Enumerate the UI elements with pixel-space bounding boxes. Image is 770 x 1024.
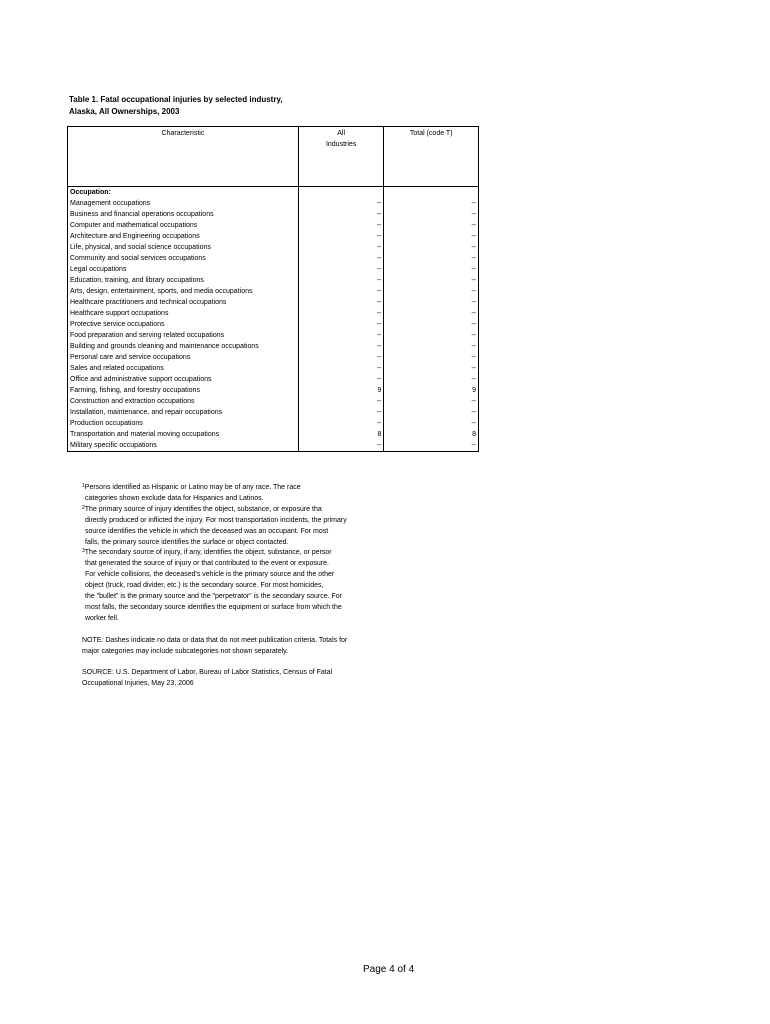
row-label: Education, training, and library occupations bbox=[68, 275, 299, 286]
row-label: Personal care and service occupations bbox=[68, 352, 299, 363]
row-label: Building and grounds cleaning and maintenance occupations bbox=[68, 341, 299, 352]
row-label: Legal occupations bbox=[68, 264, 299, 275]
footnotes bbox=[82, 483, 402, 690]
row-all-industries: -- bbox=[298, 253, 384, 264]
row-total: -- bbox=[384, 209, 479, 220]
title-line-2: Alaska, All Ownerships, 2003 bbox=[69, 107, 180, 116]
row-all-industries: -- bbox=[298, 308, 384, 319]
row-all-industries: -- bbox=[298, 209, 384, 220]
row-total: -- bbox=[384, 297, 479, 308]
row-all-industries: -- bbox=[298, 330, 384, 341]
row-total: -- bbox=[384, 242, 479, 253]
title-line-1: Table 1. Fatal occupational injuries by selected industry, bbox=[69, 95, 283, 104]
row-total: -- bbox=[384, 253, 479, 264]
row-label: Military specific occupations bbox=[68, 440, 299, 452]
footnote-3: $^3$The secondary source of injury, if any, identifies the object, substance, or persor that generated the source of injury or that contributed to the event or exposure. For vehicle collisions, the deceased's vehicle is the primary source and the other object (truck, road divider, etc.) is the secondary source. For most homicides, the "bullet" is the primary source and the "perpetrator" is the secondary source. For most falls, the secondary source identifies the equipment or surface from which the worker fell. bbox=[82, 548, 343, 622]
row-all-industries: -- bbox=[298, 352, 384, 363]
row-total: -- bbox=[384, 396, 479, 407]
row-all-industries: -- bbox=[298, 297, 384, 308]
row-total: -- bbox=[384, 220, 479, 231]
header-row bbox=[68, 127, 479, 187]
table-row bbox=[68, 286, 479, 297]
row-label: Arts, design, entertainment, sports, and media occupations bbox=[68, 286, 299, 297]
row-label: Transportation and material moving occupations bbox=[68, 429, 299, 440]
row-label: Sales and related occupations bbox=[68, 363, 299, 374]
row-label: Community and social services occupations bbox=[68, 253, 299, 264]
table-row bbox=[68, 253, 479, 264]
row-total: -- bbox=[384, 407, 479, 418]
table-row bbox=[68, 363, 479, 374]
page-number: Page 4 of 4 bbox=[363, 964, 415, 975]
row-all-industries: 8 bbox=[298, 429, 384, 440]
table-row bbox=[68, 198, 479, 209]
row-all-industries: -- bbox=[298, 418, 384, 429]
group-row bbox=[68, 187, 479, 199]
table-row bbox=[68, 385, 479, 396]
row-label: Production occupations bbox=[68, 418, 299, 429]
row-total: -- bbox=[384, 330, 479, 341]
row-total: -- bbox=[384, 341, 479, 352]
row-total: -- bbox=[384, 286, 479, 297]
row-label: Life, physical, and social science occupations bbox=[68, 242, 299, 253]
row-label: Protective service occupations bbox=[68, 319, 299, 330]
row-total: -- bbox=[384, 308, 479, 319]
row-total: -- bbox=[384, 231, 479, 242]
row-label: Construction and extraction occupations bbox=[68, 396, 299, 407]
source: SOURCE: U.S. Department of Labor, Bureau of Labor Statistics, Census of Fatal Occupational Injuries, May 23, 2006 bbox=[82, 669, 333, 688]
row-total: -- bbox=[384, 440, 479, 452]
row-all-industries: -- bbox=[298, 407, 384, 418]
row-all-industries: -- bbox=[298, 363, 384, 374]
row-total: -- bbox=[384, 352, 479, 363]
table-row bbox=[68, 341, 479, 352]
table-row bbox=[68, 209, 479, 220]
footnote-1: $^1$Persons identified as Hispanic or Latino may be of any race. The race categories shown exclude data for Hispanics and Latinos. bbox=[82, 483, 301, 502]
table-row bbox=[68, 352, 479, 363]
row-label: Management occupations bbox=[68, 198, 299, 209]
table-row bbox=[68, 308, 479, 319]
row-label: Business and financial operations occupations bbox=[68, 209, 299, 220]
row-total: -- bbox=[384, 374, 479, 385]
header-total: Total (code T) bbox=[384, 127, 479, 187]
table-title bbox=[69, 94, 283, 118]
row-label: Computer and mathematical occupations bbox=[68, 220, 299, 231]
row-total: -- bbox=[384, 363, 479, 374]
row-all-industries: -- bbox=[298, 396, 384, 407]
injuries-table bbox=[67, 126, 479, 452]
footnote-2: $^2$The primary source of injury identifies the object, substance, or exposure tha directly produced or inflicted the injury. For most transportation incidents, the primary source identifies the vehicle in which the deceased was an occupant. For most falls, the primary source identifies the surface or object contacted. bbox=[82, 504, 347, 546]
table-row bbox=[68, 319, 479, 330]
table-row bbox=[68, 275, 479, 286]
row-total: 9 bbox=[384, 385, 479, 396]
row-label: Healthcare support occupations bbox=[68, 308, 299, 319]
row-total: 8 bbox=[384, 429, 479, 440]
row-all-industries: -- bbox=[298, 341, 384, 352]
table-row bbox=[68, 220, 479, 231]
table-row bbox=[68, 231, 479, 242]
row-total: -- bbox=[384, 198, 479, 209]
row-label: Healthcare practitioners and technical occupations bbox=[68, 297, 299, 308]
table-row bbox=[68, 242, 479, 253]
row-label: Food preparation and serving related occupations bbox=[68, 330, 299, 341]
row-all-industries: 9 bbox=[298, 385, 384, 396]
note: NOTE: Dashes indicate no data or data that do not meet publication criteria. Totals for major categories may include subcategories not shown separately. bbox=[82, 636, 348, 655]
table-body bbox=[68, 187, 479, 452]
row-all-industries: -- bbox=[298, 198, 384, 209]
group-label: Occupation: bbox=[68, 187, 299, 199]
table-row bbox=[68, 297, 479, 308]
table-row bbox=[68, 264, 479, 275]
row-label: Architecture and Engineering occupations bbox=[68, 231, 299, 242]
row-all-industries: -- bbox=[298, 440, 384, 452]
header-all-industries: All Industries bbox=[298, 127, 384, 187]
row-all-industries: -- bbox=[298, 275, 384, 286]
table-row bbox=[68, 407, 479, 418]
row-label: Farming, fishing, and forestry occupations bbox=[68, 385, 299, 396]
row-label: Installation, maintenance, and repair occupations bbox=[68, 407, 299, 418]
row-total: -- bbox=[384, 319, 479, 330]
row-all-industries: -- bbox=[298, 242, 384, 253]
row-all-industries: -- bbox=[298, 231, 384, 242]
table-row bbox=[68, 429, 479, 440]
row-total: -- bbox=[384, 264, 479, 275]
row-all-industries: -- bbox=[298, 264, 384, 275]
table-row bbox=[68, 396, 479, 407]
table-row bbox=[68, 374, 479, 385]
table-row bbox=[68, 440, 479, 452]
row-total: -- bbox=[384, 418, 479, 429]
header-characteristic: Characteristic bbox=[68, 127, 299, 187]
row-all-industries: -- bbox=[298, 220, 384, 231]
table-row bbox=[68, 330, 479, 341]
table-row bbox=[68, 418, 479, 429]
row-all-industries: -- bbox=[298, 319, 384, 330]
row-label: Office and administrative support occupations bbox=[68, 374, 299, 385]
row-all-industries: -- bbox=[298, 374, 384, 385]
row-total: -- bbox=[384, 275, 479, 286]
row-all-industries: -- bbox=[298, 286, 384, 297]
